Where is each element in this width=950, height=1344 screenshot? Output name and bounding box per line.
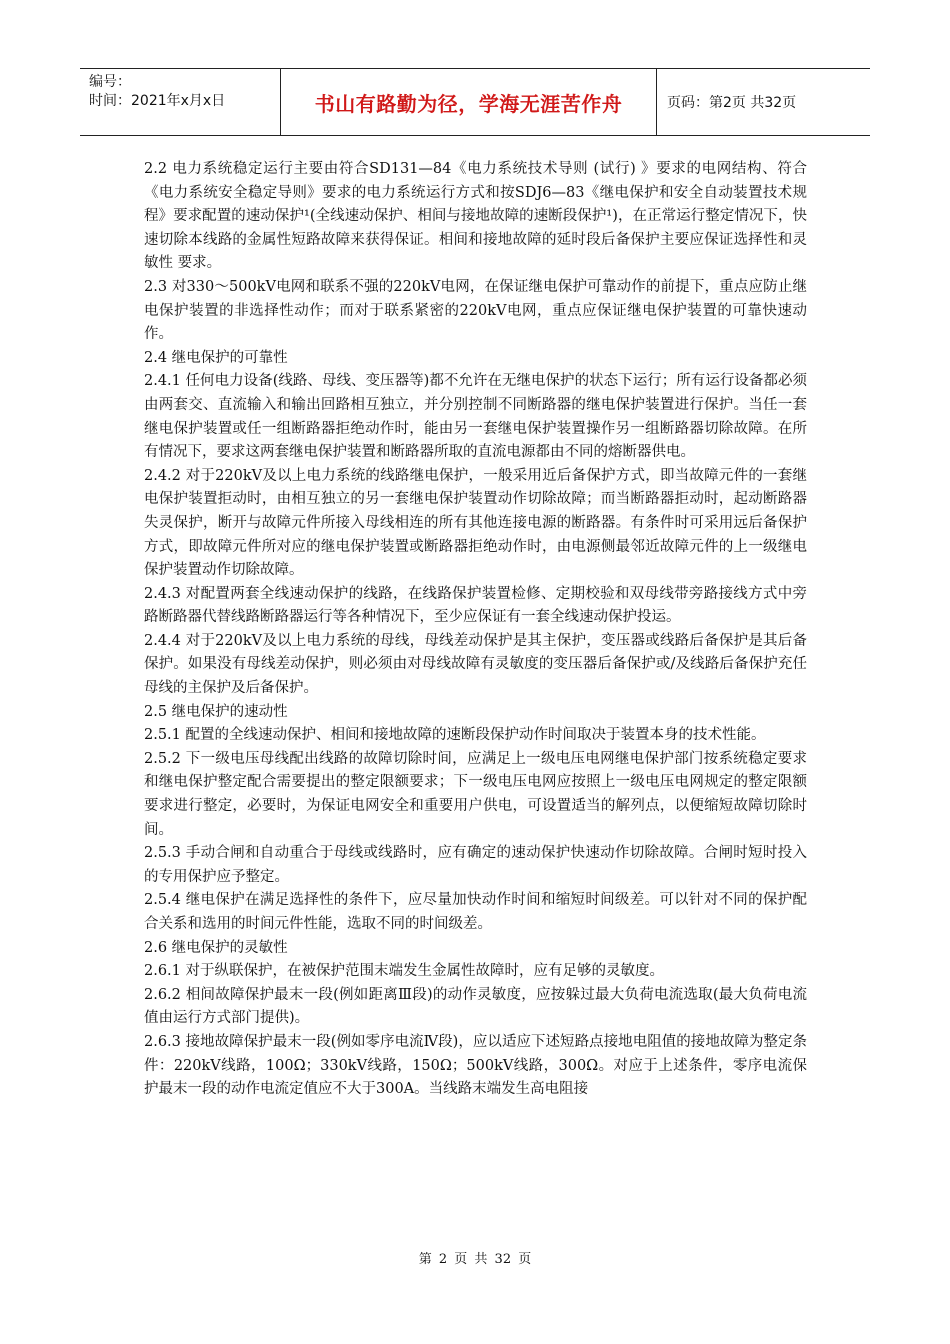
page-header xyxy=(80,68,870,136)
document-body xyxy=(144,158,807,1102)
section-heading-2-6: 2.6 继电保护的灵敏性 xyxy=(144,939,288,956)
section-heading-2-4: 2.4 继电保护的可靠性 xyxy=(144,349,288,366)
header-motto: 书山有路勤为径，学海无涯苦作舟 xyxy=(281,69,657,135)
document-date-label: 时间：2021年x月x日 xyxy=(89,93,226,109)
paragraph-2-4-2: 2.4.2 对于220kV及以上电力系统的线路继电保护，一般采用近后备保护方式，即当故障元件的一套继电保护装置拒动时，由相互独立的另一套继电保护装置动作切除故障；而当断路器拒动时，起动断路器失灵保护，断开与故障元件所接入母线相连的所有其他连接电源的断路器。有条件时可采用远后备保护方式，即故障元件所对应的继电保护装置或断路器拒绝动作时，由电源侧最邻近故障元件的上一级继电保护装置动作切除故障。 xyxy=(144,467,807,579)
paragraph-2-4-3: 2.4.3 对配置两套全线速动保护的线路，在线路保护装置检修、定期校验和双母线带旁路接线方式中旁路断路器代替线路断路器运行等各种情况下，至少应保证有一套全线速动保护投运。 xyxy=(144,585,807,626)
paragraph-2-6-3: 2.6.3 接地故障保护最末一段(例如零序电流Ⅳ段)，应以适应下述短路点接地电阻值的接地故障为整定条件：220kV线路，100Ω；330kV线路，150Ω；500kV线路，300Ω。对应于上述条件，零序电流保护最末一段的动作电流定值应不大于300A。当线路末端发生高电阻接 xyxy=(144,1033,807,1098)
paragraph-2-5-2: 2.5.2 下一级电压母线配出线路的故障切除时间，应满足上一级电压电网继电保护部门按系统稳定要求和继电保护整定配合需要提出的整定限额要求；下一级电压电网应按照上一级电压电网规定的整定限额要求进行整定，必要时，为保证电网安全和重要用户供电，可设置适当的解列点，以便缩短故障切除时间。 xyxy=(144,750,807,838)
paragraph-2-5-1: 2.5.1 配置的全线速动保护、相间和接地故障的速断段保护动作时间取决于装置本身的技术性能。 xyxy=(144,727,766,744)
paragraph-2-5-4: 2.5.4 继电保护在满足选择性的条件下，应尽量加快动作时间和缩短时间级差。可以针对不同的保护配合关系和选用的时间元件性能，选取不同的时间级差。 xyxy=(144,892,807,932)
header-page-info: 页码：第2页 共32页 xyxy=(667,95,797,111)
paragraph-2-6-2: 2.6.2 相间故障保护最末一段(例如距离Ⅲ段)的动作灵敏度，应按躲过最大负荷电流选取(最大负荷电流值由运行方式部门提供)。 xyxy=(144,986,807,1027)
paragraph-2-4-1: 2.4.1 任何电力设备(线路、母线、变压器等)都不允许在无继电保护的状态下运行；所有运行设备都必须由两套交、直流输入和输出回路相互独立，并分别控制不同断路器的继电保护装置进行保护。当任一套继电保护装置或任一组断路器拒绝动作时，能由另一套继电保护装置操作另一组断路器切除故障。在所有情况下，要求这两套继电保护装置和断路器所取的直流电源都由不同的熔断器供电。 xyxy=(144,373,807,461)
page-footer: 第 2 页 共 32 页 xyxy=(418,1252,532,1267)
paragraph-2-4-4: 2.4.4 对于220kV及以上电力系统的母线，母线差动保护是其主保护，变压器或线路后备保护是其后备保护。如果没有母线差动保护，则必须由对母线故障有灵敏度的变压器后备保护或/及线路后备保护充任母线的主保护及后备保护。 xyxy=(144,632,807,697)
section-heading-2-5: 2.5 继电保护的速动性 xyxy=(144,703,288,720)
paragraph-2-3: 2.3 对330～500kV电网和联系不强的220kV电网，在保证继电保护可靠动作的前提下，重点应防止继电保护装置的非选择性动作；而对于联系紧密的220kV电网，重点应保证继电保护装置的可靠快速动作。 xyxy=(144,278,807,343)
paragraph-2-2: 2.2 电力系统稳定运行主要由符合SD131—84《电力系统技术导则 (试行) 》要求的电网结构、符合《电力系统安全稳定导则》要求的电力系统运行方式和按SDJ6—83《继电保护和安全自动装置技术规程》要求配置的速动保护¹(全线速动保护、相间与接地故障的速断段保护¹)，在正常运行整定情况下，快速切除本线路的金属性短路故障来获得保证。相间和接地故障的延时段后备保护主要应保证选择性和灵敏性 要求。 xyxy=(144,161,807,272)
paragraph-2-5-3: 2.5.3 手动合闸和自动重合于母线或线路时，应有确定的速动保护快速动作切除故障。合闸时短时投入的专用保护应予整定。 xyxy=(144,845,807,885)
document-number-label: 编号： xyxy=(89,74,131,90)
header-left-cell xyxy=(80,69,281,135)
paragraph-2-6-1: 2.6.1 对于纵联保护，在被保护范围末端发生金属性故障时，应有足够的灵敏度。 xyxy=(144,963,665,980)
